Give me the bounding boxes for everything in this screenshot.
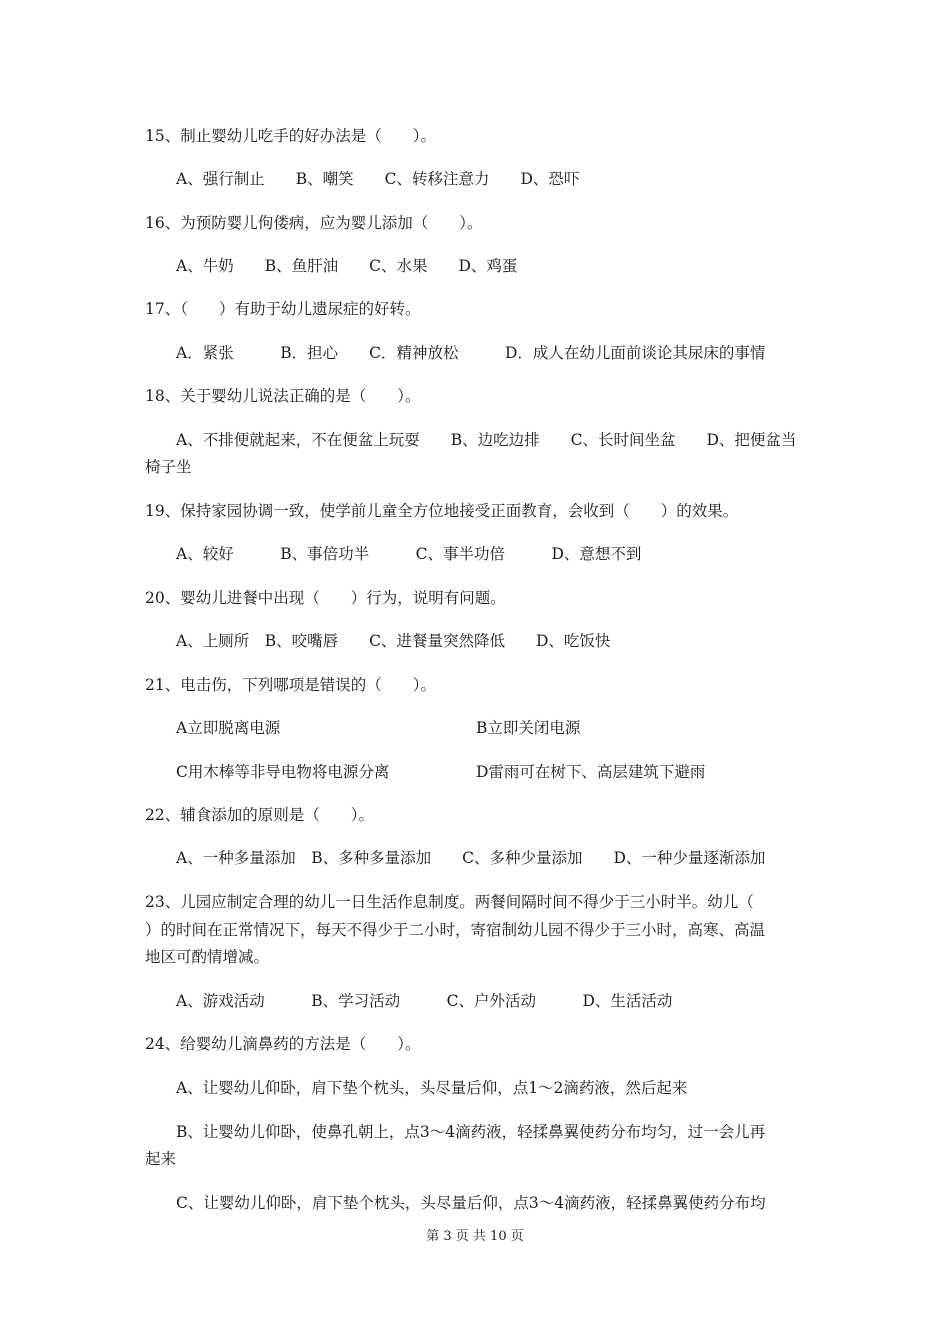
page-number-footer: 第 3 页 共 10 页 [426, 1229, 524, 1244]
question-21-stem: 21、电击伤，下列哪项是错误的（ ）。 [145, 676, 436, 694]
question-23-stem-line1: 23、儿园应制定合理的幼儿一日生活作息制度。两餐间隔时间不得少于三小时半。幼儿（ [145, 893, 754, 911]
question-18-stem: 18、关于婴幼儿说法正确的是（ ）。 [145, 387, 421, 405]
question-21-option-d: D雷雨可在树下、高层建筑下避雨 [476, 763, 706, 781]
question-23-options: A、游戏活动 B、学习活动 C、户外活动 D、生活活动 [176, 992, 673, 1010]
question-20-stem: 20、婴幼儿进餐中出现（ ）行为，说明有问题。 [145, 589, 506, 607]
question-24-option-b-line1: B、让婴幼儿仰卧，使鼻孔朝上，点3～4滴药液，轻揉鼻翼使药分布均匀，过一会儿再 [176, 1123, 766, 1141]
question-24-option-c-line1: C、让婴幼儿仰卧，肩下垫个枕头，头尽量后仰，点3～4滴药液，轻揉鼻翼使药分布均 [176, 1194, 766, 1212]
question-20-options: A、上厕所 B、咬嘴唇 C、进餐量突然降低 D、吃饭快 [176, 632, 611, 650]
question-21-option-c: C用木棒等非导电物将电源分离 [176, 763, 390, 781]
question-24-stem: 24、给婴幼儿滴鼻药的方法是（ ）。 [145, 1035, 421, 1053]
question-22-stem: 22、辅食添加的原则是（ ）。 [145, 806, 374, 824]
question-15-options: A、强行制止 B、嘲笑 C、转移注意力 D、恐吓 [176, 170, 580, 188]
question-24-option-b-line2: 起来 [145, 1150, 177, 1168]
question-17-options: A．紧张 B．担心 C．精神放松 D．成人在幼儿面前谈论其尿床的事情 [176, 344, 766, 362]
question-21-option-b: B立即关闭电源 [476, 719, 581, 737]
question-15-stem: 15、制止婴幼儿吃手的好办法是（ ）。 [145, 127, 436, 145]
question-16-stem: 16、为预防婴儿佝偻病，应为婴儿添加（ ）。 [145, 214, 483, 232]
question-16-options: A、牛奶 B、鱼肝油 C、水果 D、鸡蛋 [176, 257, 518, 275]
question-21-option-a: A立即脱离电源 [176, 719, 281, 737]
question-19-stem: 19、保持家园协调一致，使学前儿童全方位地接受正面教育，会收到（ ）的效果。 [145, 502, 739, 520]
question-24-option-a: A、让婴幼儿仰卧，肩下垫个枕头，头尽量后仰，点1～2滴药液，然后起来 [176, 1079, 688, 1097]
question-23-stem-line2: ）的时间在正常情况下，每天不得少于二小时，寄宿制幼儿园不得少于三小时，高寒、高温 [145, 921, 766, 939]
question-18-options-line2: 椅子坐 [145, 458, 192, 476]
question-17-stem: 17、（ ）有助于幼儿遗尿症的好转。 [145, 300, 421, 318]
question-22-options: A、一种多量添加 B、多种多量添加 C、多种少量添加 D、一种少量逐渐添加 [176, 849, 766, 867]
question-23-stem-line3: 地区可酌情增减。 [145, 948, 270, 966]
question-18-options-line1: A、不排便就起来，不在便盆上玩耍 B、边吃边排 C、长时间坐盆 D、把便盆当 [176, 431, 797, 449]
question-21-options-row1 [176, 716, 810, 740]
question-19-options: A、较好 B、事倍功半 C、事半功倍 D、意想不到 [176, 545, 642, 563]
question-21-options-row2 [176, 760, 810, 784]
